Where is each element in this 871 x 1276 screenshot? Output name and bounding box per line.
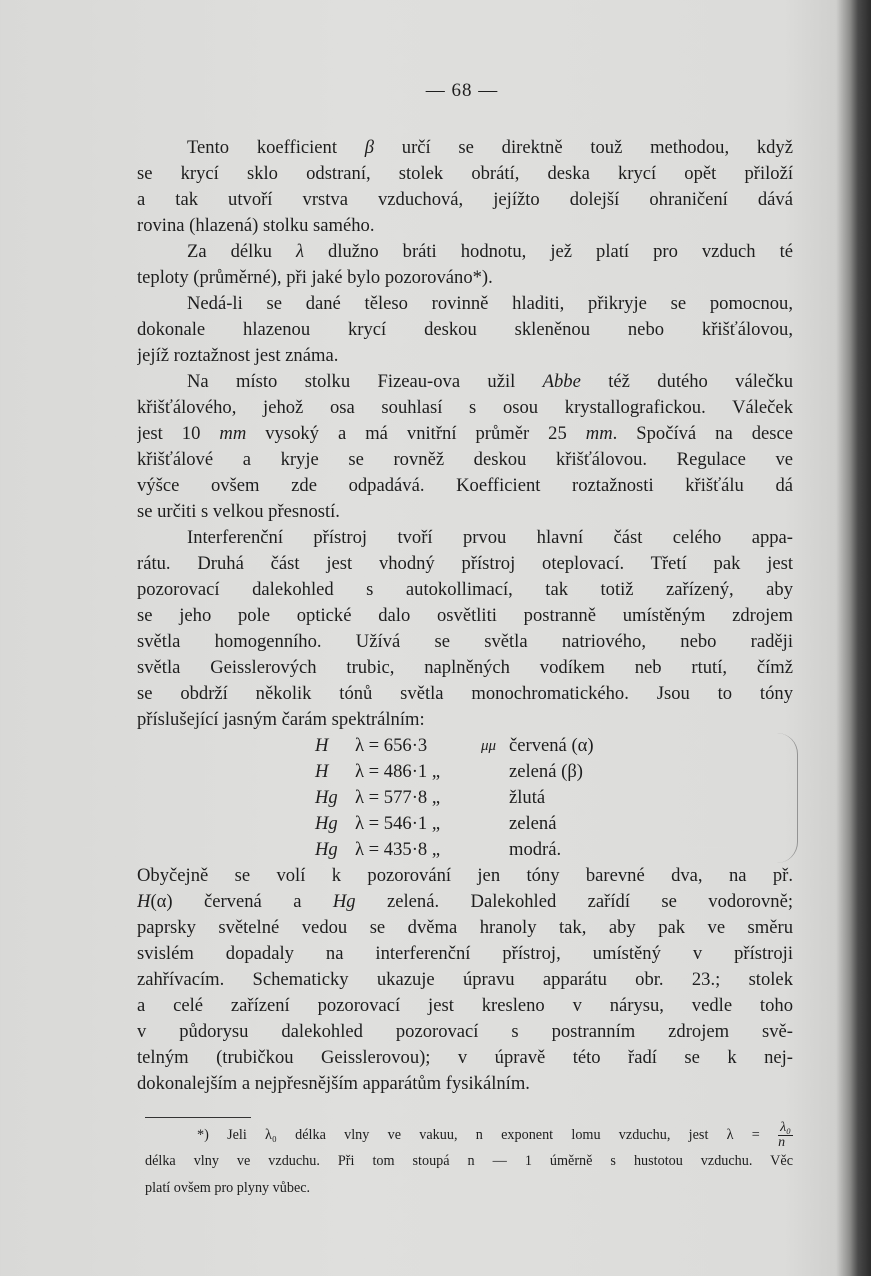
text-block-after-table	[137, 863, 793, 1097]
text-line	[137, 681, 793, 707]
table-row	[137, 837, 793, 863]
text-line	[137, 655, 793, 681]
text-segment: Za délku	[187, 241, 296, 262]
element-symbol: Hg	[315, 839, 338, 860]
text-line	[137, 1071, 793, 1097]
wavelength: λ = 656·3	[355, 735, 428, 756]
text-segment: jest 10	[137, 423, 220, 444]
text-line	[137, 213, 793, 239]
element-symbol: H	[315, 735, 329, 756]
text-segment: určí se direktně touž methodou, když	[374, 137, 793, 158]
element-symbol: H	[315, 761, 329, 782]
text-segment: pozorovací dalekohled s autokollimací, tak totiž zařízený, aby	[137, 579, 793, 600]
text-segment: dlužno bráti hodnotu, jež platí pro vzduch té	[304, 241, 793, 262]
text-line	[137, 135, 793, 161]
text-line	[137, 473, 793, 499]
wavelength: λ = 546·1 „	[355, 813, 441, 834]
text-line	[137, 395, 793, 421]
text-segment: Nedá-li se dané těleso rovinně hladiti, přikryje se pomocnou,	[187, 293, 793, 314]
footnote-line: délka vlny ve vzduchu. Při tom stoupá n — 1 úměrně s hustotou vzduchu. Věc	[145, 1153, 793, 1169]
text-segment: rátu. Druhá část jest vhodný přístroj oteplovací. Třetí pak jest	[137, 553, 793, 574]
text-segment: teploty (průměrné), při jaké bylo pozorováno*).	[137, 267, 493, 288]
fraction	[778, 1121, 793, 1150]
page-number: — 68 —	[425, 80, 499, 101]
text-segment: (α) červená a	[150, 891, 333, 912]
text-segment: zelená. Dalekohled zařídí se vodorovně;	[355, 891, 793, 912]
footnote-divider	[145, 1117, 251, 1118]
text-segment: se jeho pole optické dalo osvětliti postranně umístěným zdrojem	[137, 605, 793, 626]
text-line	[137, 1045, 793, 1071]
text-line	[137, 343, 793, 369]
text-segment: telným (trubičkou Geisslerovou); v úpravě této řadí se k nej-	[137, 1047, 793, 1068]
text-segment: Interferenční přístroj tvoří prvou hlavní část celého appa-	[187, 527, 793, 548]
text-line	[137, 577, 793, 603]
text-line	[137, 447, 793, 473]
text-segment: Na místo stolku Fizeau-ova užil	[187, 371, 543, 392]
text-line	[137, 993, 793, 1019]
color-name: červená (α)	[509, 735, 594, 756]
spectral-lines-table	[137, 733, 793, 863]
text-segment: křišťálové a kryje se rovněž deskou křišťálovou. Regulace ve	[137, 449, 793, 470]
text-block-before-table	[137, 135, 793, 733]
text-segment: se určiti s velkou přesností.	[137, 501, 340, 522]
text-line	[137, 525, 793, 551]
italic-text: mm	[219, 423, 247, 444]
italic-text: λ	[295, 241, 305, 262]
footnote	[145, 1121, 793, 1202]
table-row	[137, 759, 793, 785]
text-line	[137, 187, 793, 213]
wavelength: λ = 486·1 „	[355, 761, 441, 782]
text-line	[137, 551, 793, 577]
text-segment: světla homogenního. Užívá se světla natriového, nebo raději	[137, 631, 793, 652]
text-segment: . Spočívá na desce	[612, 423, 793, 444]
table-row	[137, 733, 793, 759]
text-segment: Obyčejně se volí k pozorování jen tóny barevné dva, na př.	[137, 865, 793, 886]
text-line	[137, 317, 793, 343]
italic-text: Hg	[332, 891, 356, 912]
italic-text: mm	[585, 423, 613, 444]
text-segment: jejíž roztažnost jest známa.	[137, 345, 339, 366]
text-segment: dokonalejším a nejpřesnějším apparátům fysikálním.	[137, 1073, 530, 1094]
text-line	[137, 291, 793, 317]
italic-text: β	[364, 137, 375, 158]
text-segment: v půdorysu dalekohled pozorovací s postranním zdrojem svě-	[137, 1021, 793, 1042]
text-line	[137, 707, 793, 733]
text-segment: paprsky světelné vedou se dvěma hranoly tak, aby pak ve směru	[137, 917, 793, 938]
table-row	[137, 785, 793, 811]
text-line	[137, 1019, 793, 1045]
text-line	[137, 421, 793, 447]
text-segment: výšce ovšem zde odpadává. Koefficient roztažnosti křišťálu dá	[137, 475, 793, 496]
text-segment: dokonale hlazenou krycí deskou skleněnou nebo křišťálovou,	[137, 319, 793, 340]
text-line	[137, 161, 793, 187]
color-name: zelená (β)	[509, 761, 583, 782]
footnote-line: platí ovšem pro plyny vůbec.	[145, 1180, 311, 1196]
text-segment: rovina (hlazená) stolku samého.	[137, 215, 375, 236]
text-line	[137, 265, 793, 291]
text-segment: a tak utvoří vrstva vzduchová, jejížto dolejší ohraničení dává	[137, 189, 793, 210]
text-line	[137, 369, 793, 395]
element-symbol: Hg	[315, 787, 338, 808]
text-segment: a celé zařízení pozorovací jest kresleno v nárysu, vedle toho	[137, 995, 793, 1016]
text-line	[137, 889, 793, 915]
text-segment: příslušející jasným čarám spektrálním:	[137, 709, 425, 730]
italic-text: H	[137, 891, 151, 912]
text-segment: též dutého válečku	[580, 371, 793, 392]
text-line	[137, 915, 793, 941]
footnote-text: *) Jeli λ₀ délka vlny ve vakuu, n exponent lomu vzduchu, jest λ =	[197, 1126, 760, 1143]
color-name: zelená	[509, 813, 557, 834]
wavelength: λ = 577·8 „	[355, 787, 441, 808]
text-line	[137, 863, 793, 889]
text-segment: se obdrží několik tónů světla monochromatického. Jsou to tóny	[137, 683, 793, 704]
unit: μμ	[481, 738, 497, 754]
text-line	[137, 629, 793, 655]
fraction-denominator: n	[778, 1135, 786, 1150]
text-segment: světla Geisslerových trubic, naplněných vodíkem neb rtutí, čímž	[137, 657, 793, 678]
text-line	[137, 239, 793, 265]
text-line	[137, 941, 793, 967]
text-segment: Tento koefficient	[187, 137, 365, 158]
table-row	[137, 811, 793, 837]
fraction-numerator: λ₀	[780, 1120, 791, 1135]
color-name: modrá.	[509, 839, 562, 860]
wavelength: λ = 435·8 „	[355, 839, 441, 860]
text-segment: zahřívacím. Schematicky ukazuje úpravu apparátu obr. 23.; stolek	[137, 969, 793, 990]
text-line	[137, 603, 793, 629]
color-name: žlutá	[509, 787, 546, 808]
text-line	[137, 967, 793, 993]
text-segment: se krycí sklo odstraní, stolek obrátí, deska krycí opět přiloží	[137, 163, 793, 184]
text-segment: křišťálového, jehož osa souhlasí s osou krystallografickou. Váleček	[137, 397, 793, 418]
text-segment: svislém dopadaly na interferenční přístroj, umístěný v přístroji	[137, 943, 793, 964]
italic-text: Abbe	[542, 371, 581, 392]
body-text	[137, 135, 793, 1097]
text-segment: vysoký a má vnitřní průměr 25	[246, 423, 586, 444]
footnote-line	[145, 1121, 793, 1148]
element-symbol: Hg	[315, 813, 338, 834]
text-line	[137, 499, 793, 525]
